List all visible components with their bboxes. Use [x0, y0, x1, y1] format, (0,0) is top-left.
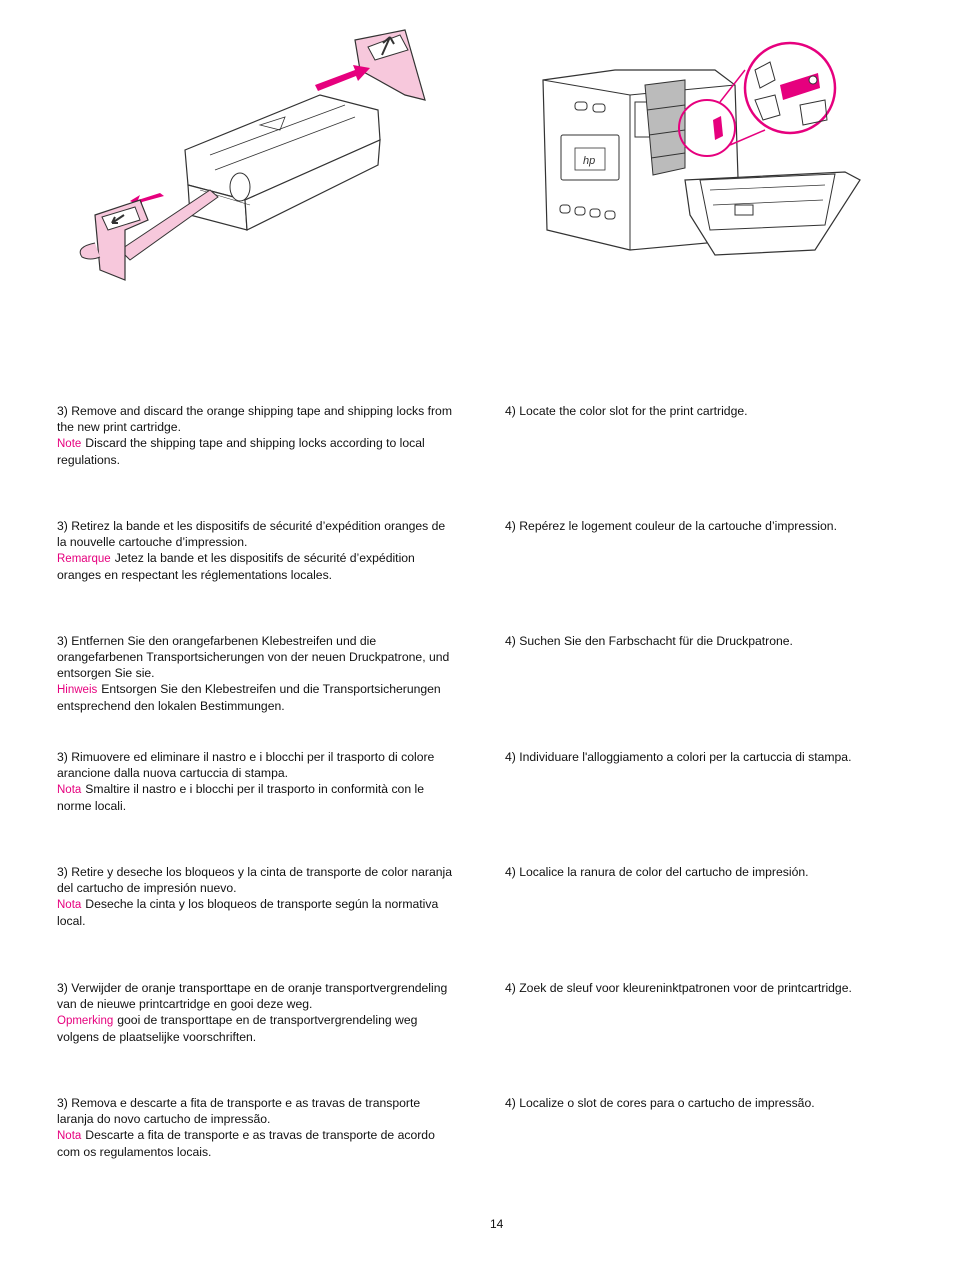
step-number: 3) [57, 1096, 68, 1110]
note-text: Smaltire il nastro e i blocchi per il trasporto in conformità con le norme locali. [57, 782, 424, 813]
step-text: Verwijder de oranje transporttape en de oranje transportvergrendeling van de nieuwe printcartridge en gooi deze weg. [57, 981, 448, 1011]
note-label: Note [57, 438, 82, 450]
step-number: 3) [57, 404, 68, 418]
step3-pt [57, 1095, 452, 1160]
step-number: 3) [57, 865, 68, 879]
cartridge-tape-figure [60, 25, 460, 295]
step-number: 4) [505, 865, 516, 879]
note-text: Entsorgen Sie den Klebestreifen und die Transportsicherungen entsprechend den lokalen Bestimmungen. [57, 682, 441, 713]
note-text: Deseche la cinta y los bloqueos de transporte según la normativa local. [57, 897, 439, 928]
hp-logo: hp [583, 155, 596, 167]
step-number: 4) [505, 634, 516, 648]
printer-open-door-diagram-icon [535, 40, 865, 270]
step-text: Locate the color slot for the print cartridge. [519, 404, 748, 418]
step4-it [505, 749, 885, 765]
note-label: Remarque [57, 553, 111, 565]
step4-nl [505, 980, 885, 996]
step4-es [505, 864, 885, 880]
step-number: 4) [505, 981, 516, 995]
step-number: 3) [57, 750, 68, 764]
step-text: Remove and discard the orange shipping tape and shipping locks from the new print cartridge. [57, 404, 452, 434]
step-number: 4) [505, 519, 516, 533]
page-number: 14 [490, 1217, 504, 1231]
step-text: Remova e descarte a fita de transporte e as travas de transporte laranja do novo cartucho de impressão. [57, 1096, 421, 1126]
step-text: Retirez la bande et les dispositifs de sécurité d’expédition oranges de la nouvelle cartouche d’impression. [57, 519, 446, 549]
step3-es [57, 864, 452, 929]
step-text: Retire y deseche los bloqueos y la cinta de transporte de color naranja del cartucho de impresión nuevo. [57, 865, 452, 895]
step4-en [505, 403, 885, 419]
step-number: 4) [505, 750, 516, 764]
step-text: Entfernen Sie den orangefarbenen Klebestreifen und die orangefarbenen Transportsicherungen von der neuen Druckpatrone, und entsorgen Sie sie. [57, 634, 450, 680]
step-number: 3) [57, 634, 68, 648]
note-text: gooi de transporttape en de transportvergrendeling weg volgens de plaatselijke voorschriften. [57, 1013, 418, 1044]
cartridge-tape-diagram-icon [60, 25, 460, 295]
step3-de [57, 633, 452, 714]
note-label: Nota [57, 1130, 82, 1142]
note-text: Descarte a fita de transporte e as travas de transporte de acordo com os regulamentos locais. [57, 1128, 435, 1159]
step-text: Rimuovere ed eliminare il nastro e i blocchi per il trasporto di colore arancione dalla nuova cartuccia di stampa. [57, 750, 435, 780]
step-text: Zoek de sleuf voor kleureninktpatronen voor de printcartridge. [519, 981, 852, 995]
step3-nl [57, 980, 452, 1045]
note-label: Nota [57, 784, 82, 796]
step-text: Repérez le logement couleur de la cartouche d’impression. [519, 519, 837, 533]
note-label: Nota [57, 899, 82, 911]
step-number: 3) [57, 519, 68, 533]
step4-fr [505, 518, 885, 534]
step3-en [57, 403, 452, 468]
step-text: Individuare l'alloggiamento a colori per la cartuccia di stampa. [519, 750, 852, 764]
note-text: Discard the shipping tape and shipping locks according to local regulations. [57, 436, 425, 467]
note-label: Hinweis [57, 684, 98, 696]
step4-de [505, 633, 885, 649]
step-text: Localize o slot de cores para o cartucho de impressão. [519, 1096, 815, 1110]
step-text: Suchen Sie den Farbschacht für die Druckpatrone. [519, 634, 793, 648]
step3-fr [57, 518, 452, 583]
step-number: 4) [505, 404, 516, 418]
printer-slot-figure [535, 40, 865, 270]
step-text: Localice la ranura de color del cartucho de impresión. [519, 865, 809, 879]
step-number: 3) [57, 981, 68, 995]
note-label: Opmerking [57, 1015, 114, 1027]
step4-pt [505, 1095, 885, 1111]
note-text: Jetez la bande et les dispositifs de sécurité d’expédition oranges en respectant les réglementations locales. [57, 551, 415, 582]
step-number: 4) [505, 1096, 516, 1110]
step3-it [57, 749, 452, 814]
